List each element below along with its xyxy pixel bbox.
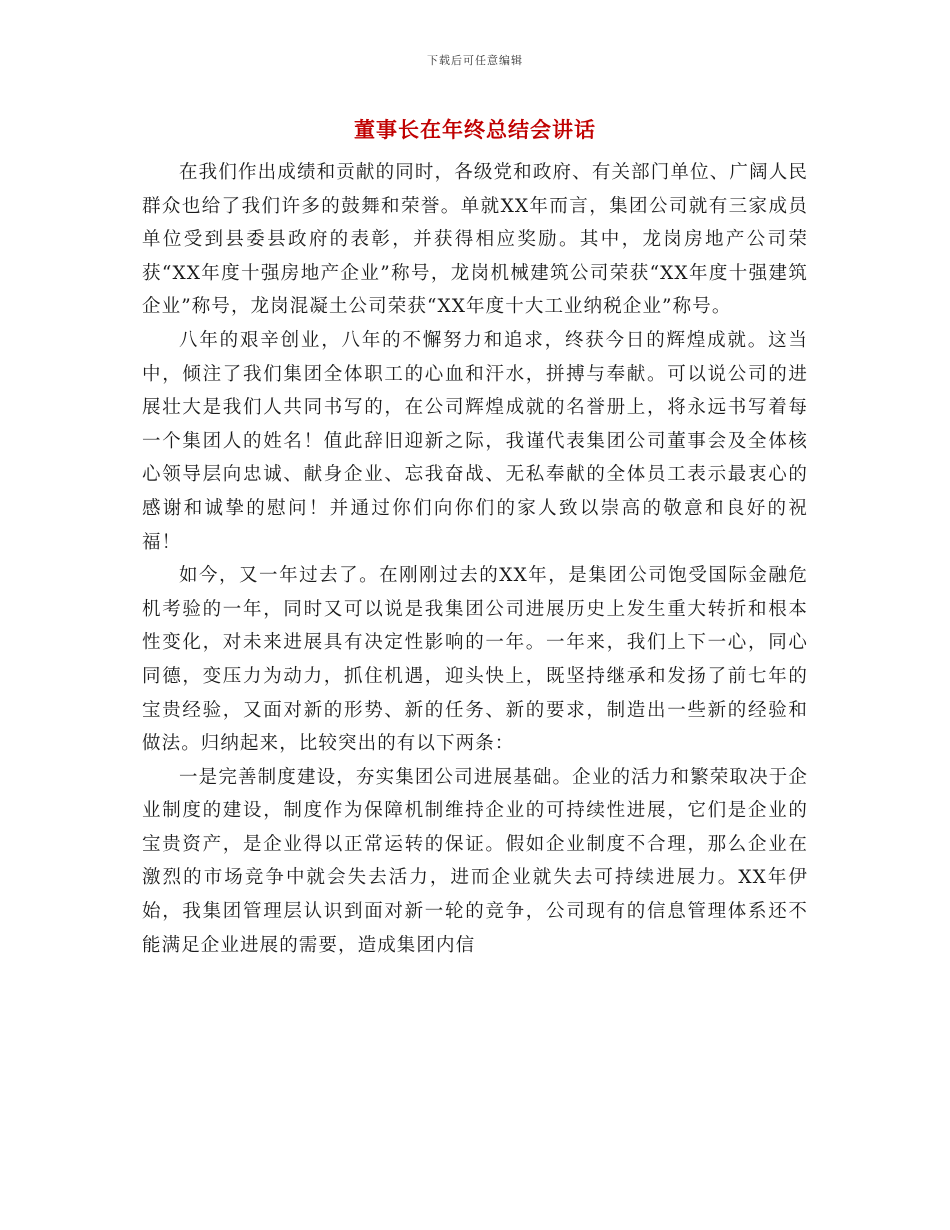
paragraph: 八年的艰辛创业，八年的不懈努力和追求，终获今日的辉煌成就。这当中，倾注了我们集团全体职工的心血和汗水，拼搏与奉献。可以说公司的进展壮大是我们人共同书写的，在公司辉煌成就的名誉册上，将永远书写着每一个集团人的姓名！值此辞旧迎新之际，我谨代表集团公司董事会及全体核心领导层向忠诚、献身企业、忘我奋战、无私奉献的全体员工表示最衷心的感谢和诚挚的慰问！并通过你们向你们的家人致以崇高的敬意和良好的祝福！	[142, 329, 808, 553]
document-title: 董事长在年终总结会讲话	[354, 117, 596, 142]
document-body	[142, 156, 808, 962]
paragraph: 一是完善制度建设，夯实集团公司进展基础。企业的活力和繁荣取决于企业制度的建设，制度作为保障机制维持企业的可持续性进展，它们是企业的宝贵资产，是企业得以正常运转的保证。假如企业制度不合理，那么企业在激烈的市场竞争中就会失去活力，进而企业就失去可持续进展力。XX年伊始，我集团管理层认识到面对新一轮的竞争，公司现有的信息管理体系还不能满足企业进展的需要，造成集团内信	[142, 766, 808, 956]
paragraph: 如今，又一年过去了。在刚刚过去的XX年，是集团公司饱受国际金融危机考验的一年，同时又可以说是我集团公司进展历史上发生重大转折和根本性变化，对未来进展具有决定性影响的一年。一年来，我们上下一心，同心同德，变压力为动力，抓住机遇，迎头快上，既坚持继承和发扬了前七年的宝贵经验，又面对新的形势、新的任务、新的要求，制造出一些新的经验和做法。归纳起来，比较突出的有以下两条：	[142, 565, 808, 755]
header-note: 下载后可任意编辑	[427, 54, 523, 67]
paragraph: 在我们作出成绩和贡献的同时，各级党和政府、有关部门单位、广阔人民群众也给了我们许多的鼓舞和荣誉。单就XX年而言，集团公司就有三家成员单位受到县委县政府的表彰，并获得相应奖励。其中，龙岗房地产公司荣获“XX年度十强房地产企业”称号，龙岗机械建筑公司荣获“XX年度十强建筑企业”称号，龙岗混凝土公司荣获“XX年度十大工业纳税企业”称号。	[142, 162, 808, 318]
